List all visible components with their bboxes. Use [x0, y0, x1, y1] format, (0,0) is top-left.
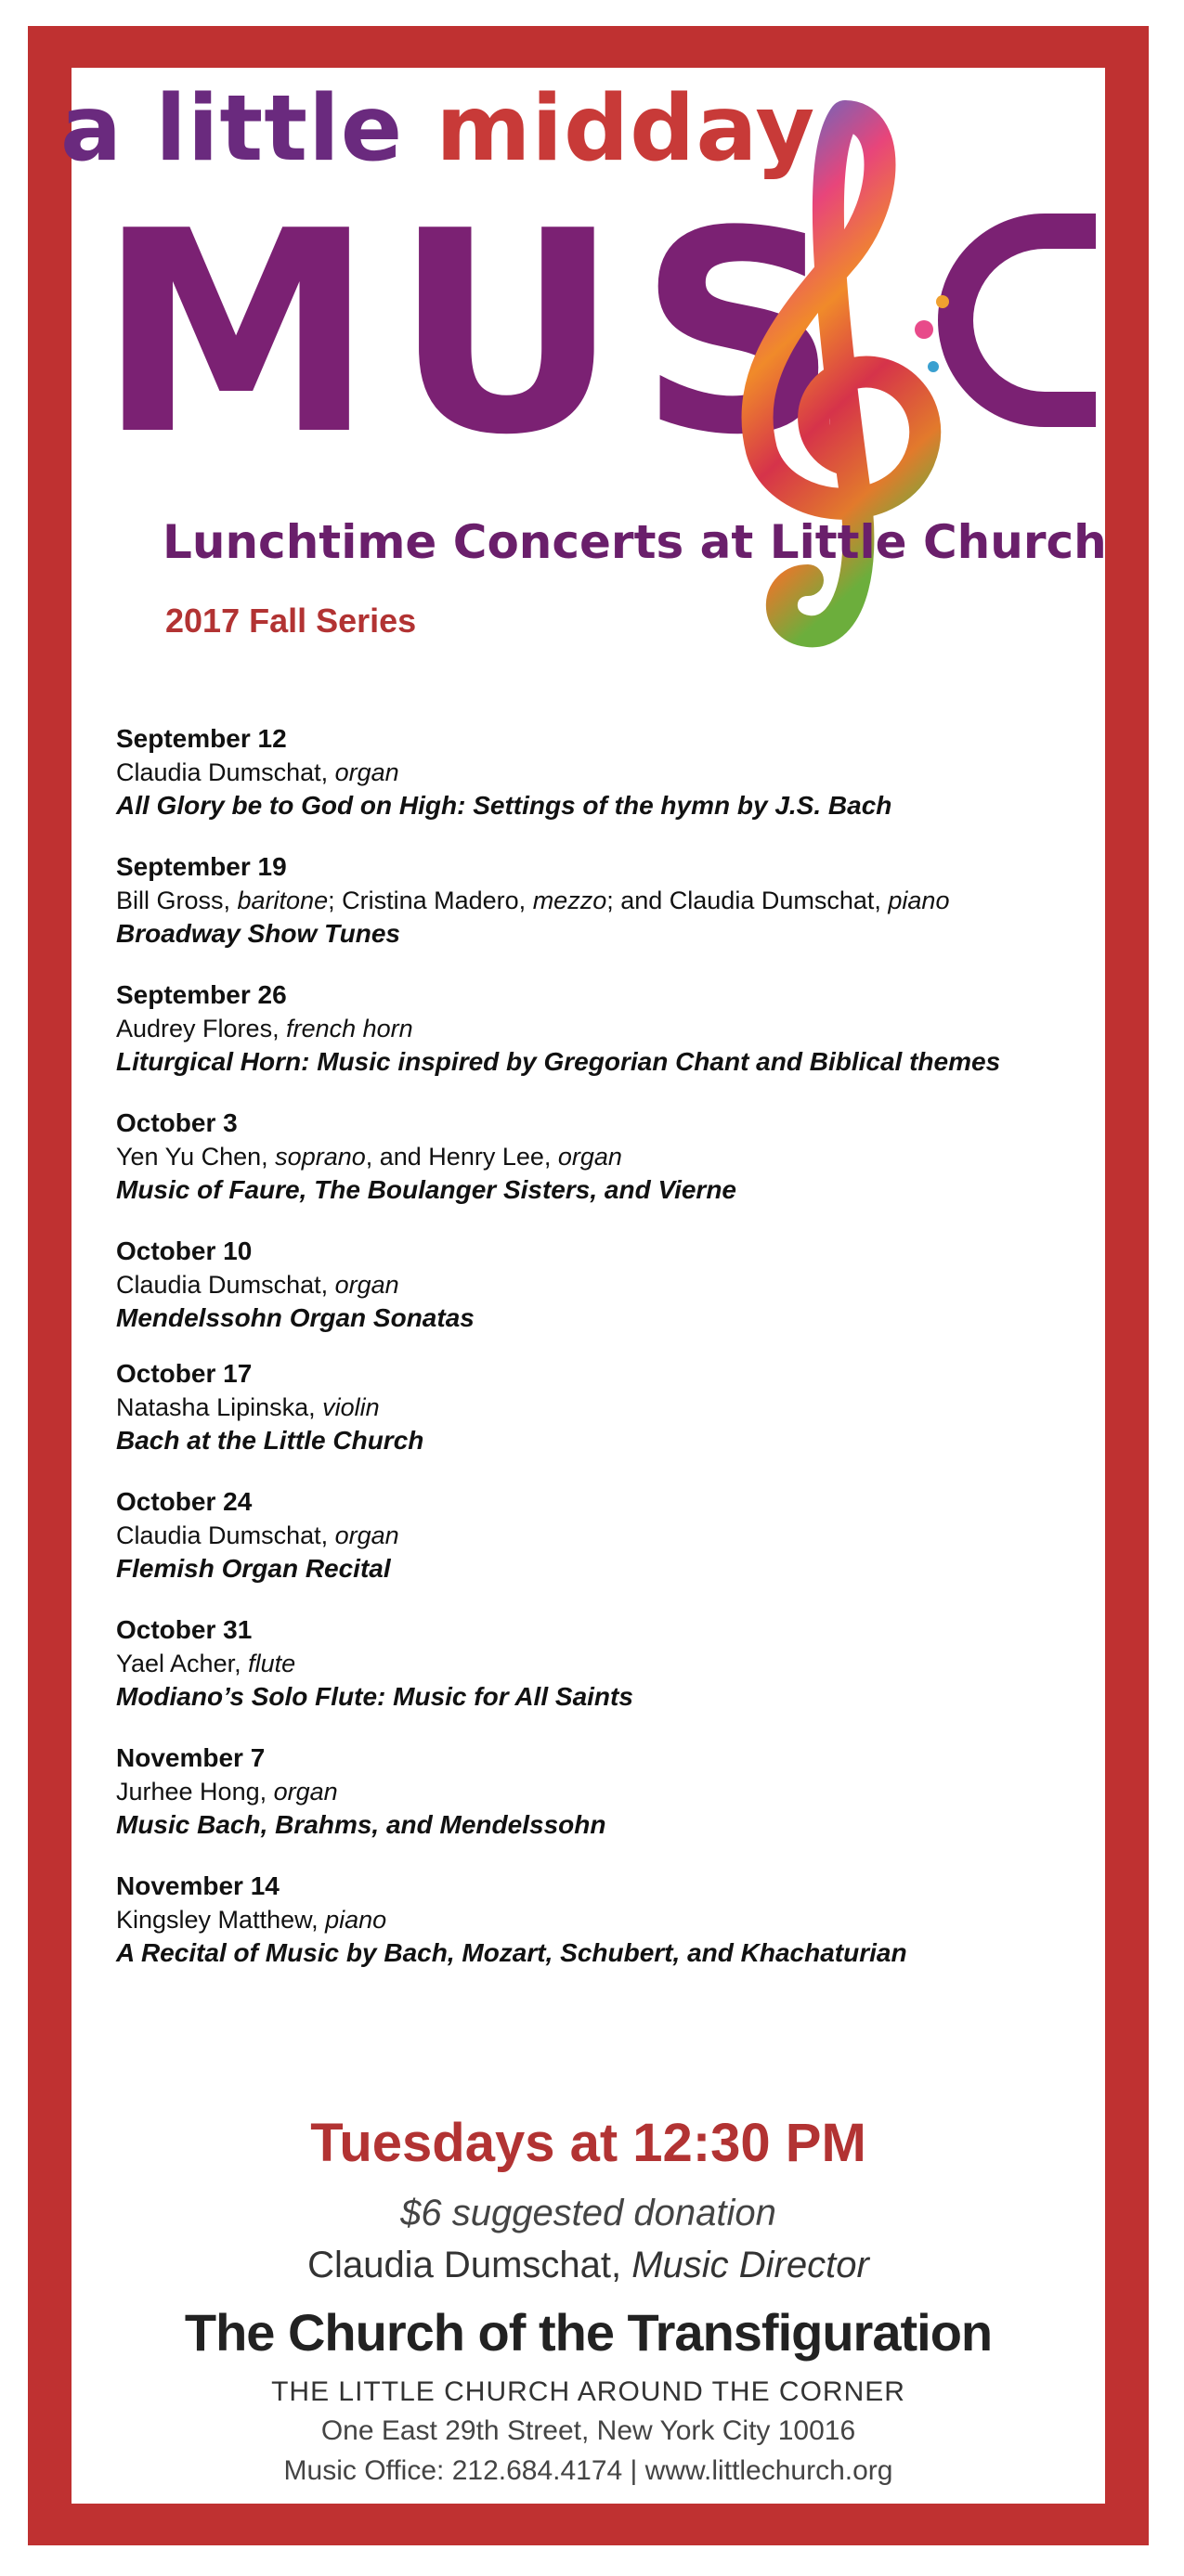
- church-name: The Church of the Transfiguration: [184, 2303, 993, 2362]
- performer-instrument: organ: [334, 758, 399, 786]
- concert-time: Tuesdays at 12:30 PM: [310, 2113, 866, 2173]
- performer-name: Yael Acher,: [116, 1650, 249, 1677]
- tagline-part-a: a little: [60, 76, 404, 182]
- concert-date: September 19: [116, 852, 287, 881]
- performer-name: Bill Gross,: [116, 887, 238, 914]
- concert-item: [116, 1107, 1128, 1207]
- performer-instrument: flute: [248, 1650, 296, 1677]
- performer-instrument: organ: [334, 1271, 399, 1299]
- performer-name: Audrey Flores,: [116, 1015, 287, 1042]
- concert-date: September 26: [116, 980, 287, 1009]
- concert-program: Broadway Show Tunes: [116, 919, 400, 948]
- church-subtitle: THE LITTLE CHURCH AROUND THE CORNER: [271, 2376, 905, 2407]
- concert-program: Liturgical Horn: Music inspired by Gregorian Chant and Biblical themes: [116, 1047, 1001, 1076]
- performer-instrument: violin: [322, 1393, 380, 1421]
- performer-name: Claudia Dumschat,: [116, 1271, 335, 1299]
- concert-item: [116, 850, 1128, 951]
- concert-date: October 31: [116, 1615, 253, 1644]
- concert-date: October 10: [116, 1236, 253, 1265]
- performer-instrument: piano: [325, 1906, 387, 1934]
- performer-name: Claudia Dumschat,: [116, 758, 335, 786]
- concert-performers: [116, 1775, 1128, 1808]
- concert-performers: [116, 1903, 1128, 1936]
- tagline-part-b: midday: [436, 76, 816, 182]
- series-label: 2017 Fall Series: [165, 602, 417, 640]
- director-title: Music Director: [631, 2245, 869, 2285]
- concert-program: Music of Faure, The Boulanger Sisters, and Vierne: [116, 1175, 737, 1204]
- performer-instrument: piano: [888, 887, 950, 914]
- performer-name: Yen Yu Chen,: [116, 1143, 276, 1171]
- performer-name: Claudia Dumschat,: [116, 1521, 335, 1549]
- concert-program: Music Bach, Brahms, and Mendelssohn: [116, 1810, 606, 1839]
- subtitle: Lunchtime Concerts at Little Church: [163, 515, 1107, 569]
- concert-list: [116, 722, 1128, 1998]
- performer-name: Kingsley Matthew,: [116, 1906, 326, 1934]
- contact-line: Music Office: 212.684.4174 | www.littlechurch.org: [283, 2455, 893, 2486]
- concert-date: September 12: [116, 724, 287, 753]
- treble-clef-icon: [706, 97, 966, 673]
- concert-item: [116, 1870, 1128, 1970]
- concert-program: Modiano’s Solo Flute: Music for All Saints: [116, 1682, 633, 1711]
- concert-item: [116, 1613, 1128, 1714]
- concert-date: November 7: [116, 1743, 266, 1772]
- music-director: [72, 2245, 1105, 2286]
- concert-program: Flemish Organ Recital: [116, 1554, 391, 1583]
- concert-performers: [116, 1647, 1128, 1680]
- concert-program: Mendelssohn Organ Sonatas: [116, 1303, 475, 1332]
- church-address: One East 29th Street, New York City 10016: [320, 2415, 856, 2446]
- concert-date: October 24: [116, 1487, 253, 1516]
- concert-item: [116, 1741, 1128, 1842]
- concert-date: November 14: [116, 1871, 280, 1900]
- concert-performers: [116, 1268, 1128, 1301]
- concert-date: October 17: [116, 1359, 253, 1388]
- concert-performers: [116, 1012, 1128, 1045]
- concert-performers: [116, 1140, 1128, 1173]
- concert-item: [116, 1485, 1128, 1586]
- donation-text: $6 suggested donation: [400, 2193, 776, 2233]
- director-name: Claudia Dumschat,: [307, 2245, 632, 2285]
- concert-performers: [116, 884, 1128, 917]
- concert-program: All Glory be to God on High: Settings of the hymn by J.S. Bach: [116, 791, 892, 820]
- performer-name: Natasha Lipinska,: [116, 1393, 323, 1421]
- performer-name: , and Henry Lee,: [365, 1143, 558, 1171]
- concert-performers: [116, 756, 1128, 789]
- performer-instrument: organ: [273, 1778, 338, 1806]
- performer-instrument: soprano: [275, 1143, 366, 1171]
- concert-item: [116, 1235, 1128, 1335]
- performer-instrument: organ: [557, 1143, 622, 1171]
- performer-name: ; and Claudia Dumschat,: [606, 887, 889, 914]
- header-music-word: MUS: [98, 172, 858, 496]
- performer-name: ; Cristina Madero,: [328, 887, 533, 914]
- header-tagline: [60, 76, 816, 182]
- concert-item: [116, 1357, 1128, 1457]
- performer-instrument: organ: [334, 1521, 399, 1549]
- concert-program: A Recital of Music by Bach, Mozart, Schubert, and Khachaturian: [116, 1938, 907, 1967]
- performer-instrument: french horn: [286, 1015, 413, 1042]
- concert-item: [116, 722, 1128, 822]
- concert-performers: [116, 1391, 1128, 1424]
- performer-name: Jurhee Hong,: [116, 1778, 274, 1806]
- concert-program: Bach at the Little Church: [116, 1426, 424, 1455]
- concert-performers: [116, 1519, 1128, 1552]
- performer-instrument: mezzo: [532, 887, 607, 914]
- performer-instrument: baritone: [237, 887, 329, 914]
- concert-date: October 3: [116, 1108, 238, 1137]
- concert-item: [116, 978, 1128, 1079]
